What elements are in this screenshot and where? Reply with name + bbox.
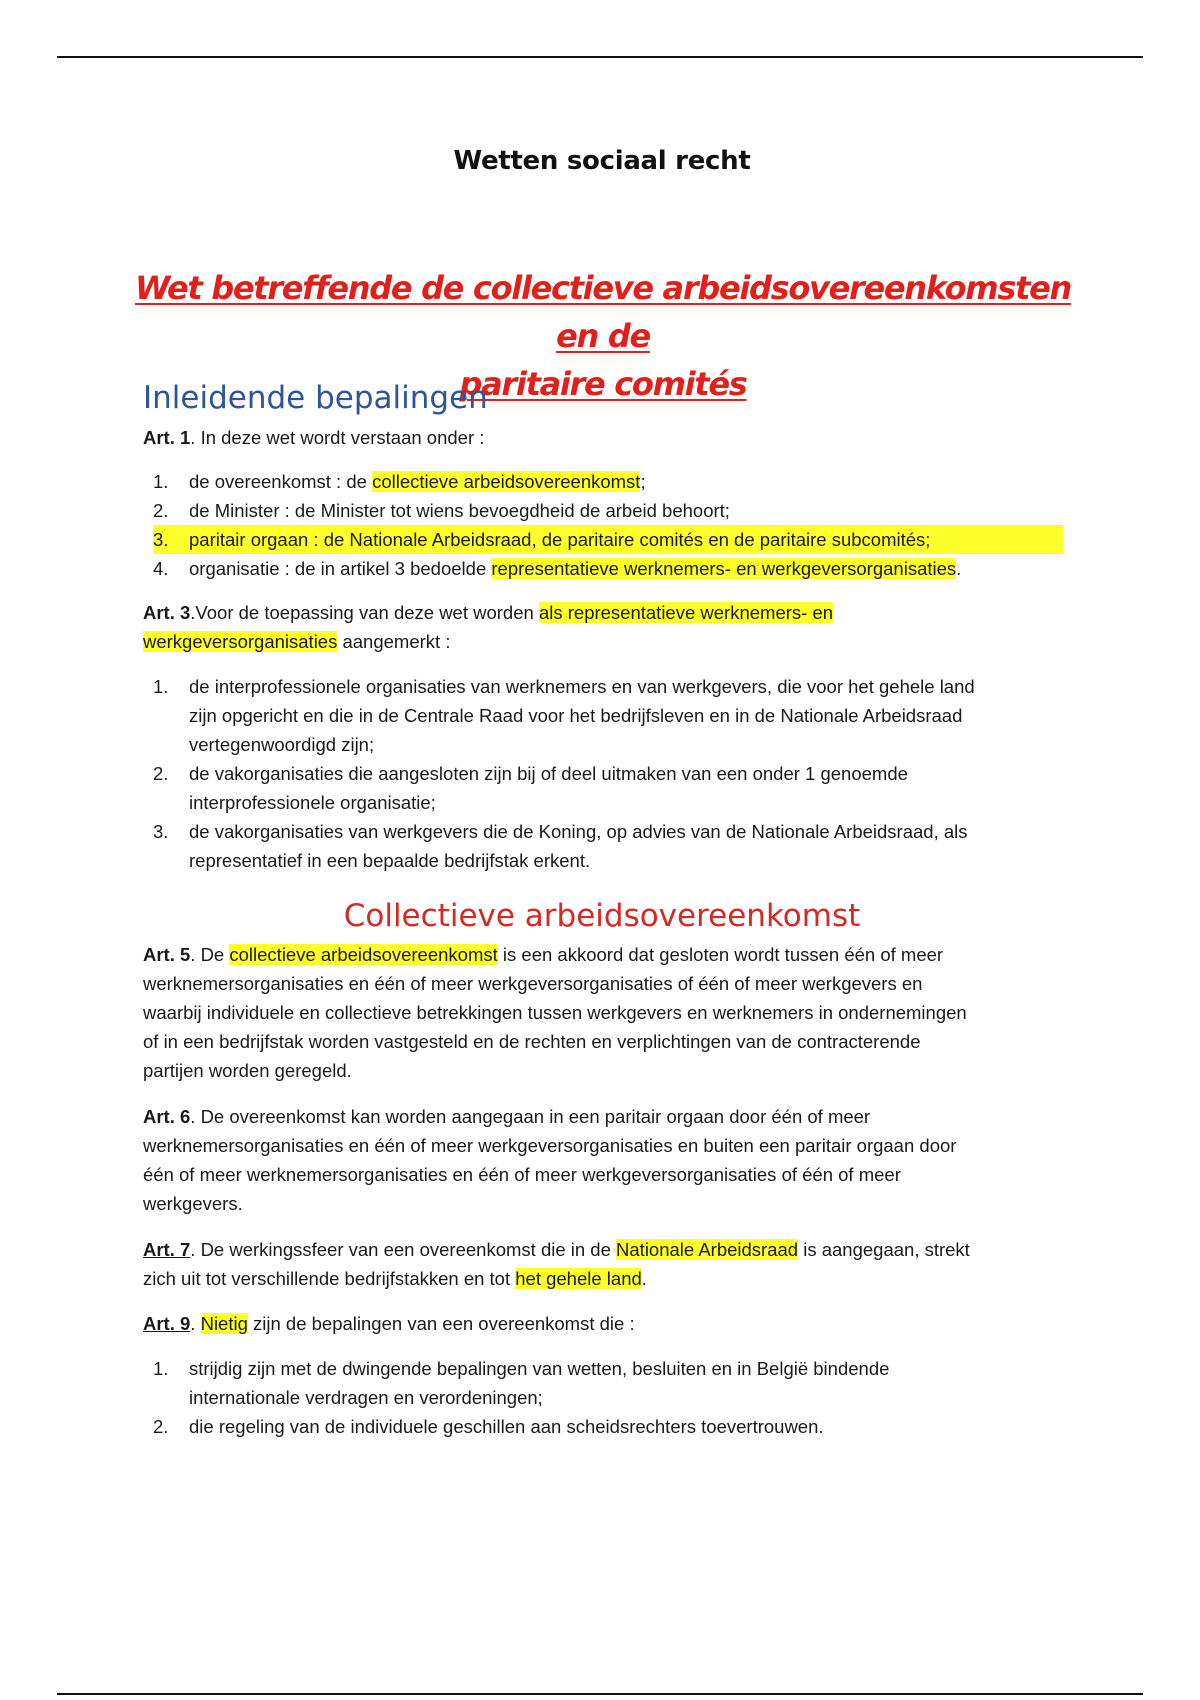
article-6-label: Art. 6 xyxy=(143,1106,191,1127)
article-1-list xyxy=(143,467,1063,583)
header-rule xyxy=(57,56,1143,58)
highlight: collectieve arbeidsovereenkomst xyxy=(229,944,498,965)
list-item: 4. organisatie : de in artikel 3 bedoelde representatieve werknemers- en werkgeversorganisaties. xyxy=(153,558,962,579)
list-item: 2. de vakorganisaties die aangesloten zijn bij of deel uitmaken van een onder 1 genoemde interprofessionele organisatie; xyxy=(153,763,908,813)
footer-rule xyxy=(57,1693,1143,1695)
article-1 xyxy=(143,423,1063,452)
article-1-text: . In deze wet wordt verstaan onder : xyxy=(190,427,485,448)
list-item: 2. die regeling van de individuele geschillen aan scheidsrechters toevertrouwen. xyxy=(153,1416,824,1437)
list-item: 2. de Minister : de Minister tot wiens bevoegdheid de arbeid behoort; xyxy=(153,500,730,521)
list-item: 3. de vakorganisaties van werkgevers die de Koning, op advies van de Nationale Arbeidsraad, als representatief in een bepaalde bedrijfstak erkent. xyxy=(153,821,968,871)
section-heading-collectieve-arbeidsovereenkomst: Collectieve arbeidsovereenkomst xyxy=(343,898,861,934)
law-title-line-2: paritaire comités xyxy=(459,365,747,403)
highlight: Nietig xyxy=(200,1313,248,1334)
article-9: Art. 9. Nietig zijn de bepalingen van een overeenkomst die : xyxy=(143,1313,635,1334)
list-item-highlighted: 3. paritair orgaan : de Nationale Arbeidsraad, de paritaire comités en de paritaire subcomités; xyxy=(153,525,1063,554)
highlight: Nationale Arbeidsraad xyxy=(616,1239,799,1260)
article-6: Art. 6. De overeenkomst kan worden aangegaan in een paritair orgaan door één of meer werknemersorganisaties en één of meer werkgeversorganisaties en buiten een paritair orgaan door één of meer werknemersorganisaties en één of meer werkgeversorganisaties of één of meer werkgevers. xyxy=(143,1106,957,1214)
highlight: het gehele land xyxy=(515,1268,642,1289)
article-3-list xyxy=(143,672,1063,875)
article-9-list xyxy=(143,1354,1063,1441)
highlight: werkgeversorganisaties xyxy=(143,631,338,652)
article-5-label: Art. 5 xyxy=(143,944,191,965)
article-7-label: Art. 7 xyxy=(143,1239,191,1260)
article-3-label: Art. 3 xyxy=(143,602,191,623)
highlight: collectieve arbeidsovereenkomst xyxy=(372,471,641,492)
article-3: Art. 3.Voor de toepassing van deze wet worden als representatieve werknemers- en werkgeversorganisaties aangemerkt : xyxy=(143,602,834,652)
article-9-label: Art. 9 xyxy=(143,1313,191,1334)
list-item: 1. de overeenkomst : de collectieve arbeidsovereenkomst; xyxy=(153,471,646,492)
document-title: Wetten sociaal recht xyxy=(453,146,751,176)
article-1-label: Art. 1 xyxy=(143,427,191,448)
article-7: Art. 7. De werkingssfeer van een overeenkomst die in de Nationale Arbeidsraad is aangegaan, strekt zich uit tot verschillende bedrijfstakken en tot het gehele land. xyxy=(143,1239,970,1289)
section-heading-inleidende-bepalingen: Inleidende bepalingen xyxy=(143,380,488,416)
list-item: 1. de interprofessionele organisaties van werknemers en van werkgevers, die voor het gehele land zijn opgericht en die in de Centrale Raad voor het bedrijfsleven en in de Nationale Arbeidsraad vertegenwoordigd zijn; xyxy=(153,676,975,755)
highlight: als representatieve werknemers- en xyxy=(538,602,834,623)
highlight: representatieve werknemers- en werkgeversorganisaties xyxy=(491,558,957,579)
list-item: 1. strijdig zijn met de dwingende bepalingen van wetten, besluiten en in België bindende internationale verdragen en verordeningen; xyxy=(153,1358,890,1408)
law-title-line-1: Wet betreffende de collectieve arbeidsovereenkomsten en de xyxy=(135,269,1071,355)
article-5: Art. 5. De collectieve arbeidsovereenkomst is een akkoord dat gesloten wordt tussen één of meer werknemersorganisaties en één of meer werkgeversorganisaties of één of meer werkgevers en waarbij individuele en collectieve betrekkingen tussen werkgevers en werknemers in ondernemingen of in een bedrijfstak worden vastgesteld en de rechten en verplichtingen van de contracterende partijen worden geregeld. xyxy=(143,944,967,1081)
